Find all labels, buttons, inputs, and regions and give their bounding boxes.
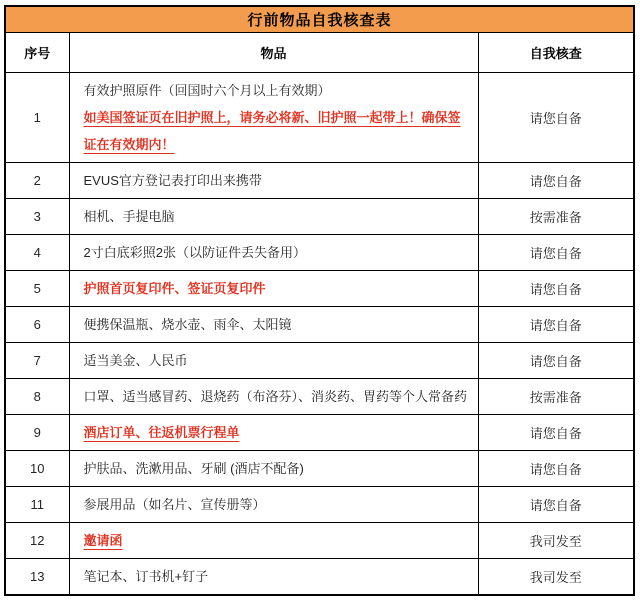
item-text-highlight: 酒店订单、往返机票行程单 <box>83 424 240 440</box>
item-text: EVUS官方登记表打印出来携带 <box>83 172 262 188</box>
item-text: 护肤品、洗漱用品、牙刷 (酒店不配备) <box>83 460 304 476</box>
row-item <box>69 378 478 414</box>
row-index: 8 <box>5 378 69 414</box>
item-text: 相机、手提电脑 <box>83 208 175 224</box>
item-text-highlight: 邀请函 <box>83 532 123 548</box>
row-index: 9 <box>5 414 69 450</box>
row-check-status: 请您自备 <box>478 72 634 162</box>
column-header-index: 序号 <box>5 32 69 72</box>
table-body <box>5 72 634 595</box>
row-check-status: 请您自备 <box>478 342 634 378</box>
row-item <box>69 486 478 522</box>
column-header-check: 自我核查 <box>478 32 634 72</box>
table-row <box>5 306 634 342</box>
table-row <box>5 414 634 450</box>
row-index: 11 <box>5 486 69 522</box>
row-item <box>69 162 478 198</box>
table-row <box>5 450 634 486</box>
item-text-highlight: 护照首页复印件、签证页复印件 <box>83 280 266 296</box>
row-index: 2 <box>5 162 69 198</box>
row-check-status: 按需准备 <box>478 198 634 234</box>
row-item <box>69 450 478 486</box>
row-item <box>69 270 478 306</box>
table-title: 行前物品自我核查表 <box>5 6 634 32</box>
table-row <box>5 72 634 162</box>
item-text: 口罩、适当感冒药、退烧药（布洛芬）、消炎药、胃药等个人常备药 <box>83 388 468 404</box>
row-check-status: 请您自备 <box>478 450 634 486</box>
table-row <box>5 198 634 234</box>
row-index: 3 <box>5 198 69 234</box>
item-text: 便携保温瓶、烧水壶、雨伞、太阳镜 <box>83 316 292 332</box>
row-check-status: 我司发至 <box>478 558 634 595</box>
column-header-item: 物品 <box>69 32 478 72</box>
row-index: 5 <box>5 270 69 306</box>
item-text: 2寸白底彩照2张（以防证件丢失备用） <box>83 244 306 260</box>
row-check-status: 按需准备 <box>478 378 634 414</box>
pre-trip-checklist-table <box>4 5 635 596</box>
row-item <box>69 342 478 378</box>
table-row <box>5 522 634 558</box>
row-index: 4 <box>5 234 69 270</box>
item-text: 参展用品（如名片、宣传册等） <box>83 496 266 512</box>
row-check-status: 请您自备 <box>478 414 634 450</box>
row-check-status: 我司发至 <box>478 522 634 558</box>
row-item <box>69 198 478 234</box>
row-item <box>69 72 478 162</box>
row-item <box>69 558 478 595</box>
table-row <box>5 378 634 414</box>
item-text: 适当美金、人民币 <box>83 352 188 368</box>
row-index: 12 <box>5 522 69 558</box>
row-item <box>69 522 478 558</box>
row-check-status: 请您自备 <box>478 234 634 270</box>
row-item <box>69 306 478 342</box>
row-index: 13 <box>5 558 69 595</box>
table-title-row <box>5 6 634 32</box>
row-check-status: 请您自备 <box>478 486 634 522</box>
table-row <box>5 162 634 198</box>
row-index: 6 <box>5 306 69 342</box>
row-check-status: 请您自备 <box>478 306 634 342</box>
row-index: 7 <box>5 342 69 378</box>
column-header-row <box>5 32 634 72</box>
row-check-status: 请您自备 <box>478 270 634 306</box>
table-row <box>5 486 634 522</box>
row-item <box>69 414 478 450</box>
row-index: 1 <box>5 72 69 162</box>
table-row <box>5 558 634 595</box>
table-row <box>5 234 634 270</box>
item-text: 笔记本、订书机+钉子 <box>83 568 209 584</box>
row-index: 10 <box>5 450 69 486</box>
row-item <box>69 234 478 270</box>
table-row <box>5 270 634 306</box>
row-check-status: 请您自备 <box>478 162 634 198</box>
table-row <box>5 342 634 378</box>
item-text: 有效护照原件（回国时六个月以上有效期） <box>83 82 331 98</box>
item-text-highlight: 如美国签证页在旧护照上，请务必将新、旧护照一起带上！确保签证在有效期内！ <box>83 109 461 152</box>
